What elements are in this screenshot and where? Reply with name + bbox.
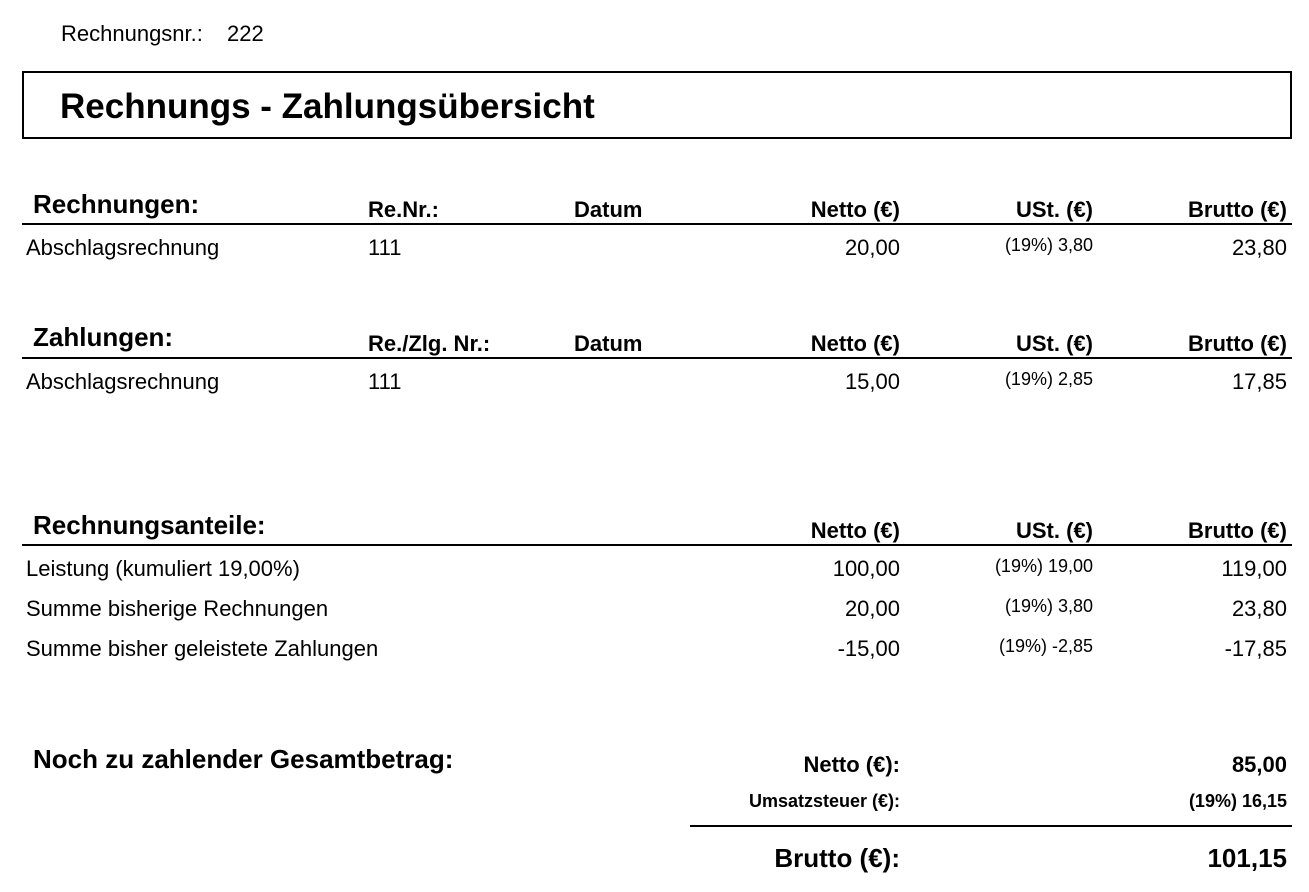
row-netto: 15,00 xyxy=(844,369,900,394)
row-name: Abschlagsrechnung xyxy=(26,235,220,260)
zahlungen-col-brutto: Brutto (€) xyxy=(1188,331,1287,356)
row-netto: 20,00 xyxy=(844,596,900,621)
total-heading: Noch zu zahlender Gesamtbetrag: xyxy=(33,744,454,774)
row-nr: 111 xyxy=(368,369,402,394)
row-ust: (19%) -2,85 xyxy=(998,636,1093,656)
row-brutto: 119,00 xyxy=(1221,556,1287,581)
total-divider xyxy=(690,825,1292,827)
row-name: Summe bisher geleistete Zahlungen xyxy=(26,636,379,661)
row-brutto: 23,80 xyxy=(1231,596,1287,621)
zahlungen-col-netto: Netto (€) xyxy=(810,331,900,356)
total-brutto-value: 101,15 xyxy=(1207,843,1287,873)
row-ust: (19%) 3,80 xyxy=(1004,235,1093,255)
row-name: Abschlagsrechnung xyxy=(26,369,220,394)
anteile-col-brutto: Brutto (€) xyxy=(1188,518,1287,543)
anteile-divider xyxy=(22,544,1292,546)
row-netto: 100,00 xyxy=(832,556,900,581)
row-netto: -15,00 xyxy=(837,636,900,661)
row-name: Summe bisherige Rechnungen xyxy=(26,596,329,621)
page-title: Rechnungs - Zahlungsübersicht xyxy=(60,87,595,126)
zahlungen-heading: Zahlungen: xyxy=(33,322,174,352)
row-brutto: -17,85 xyxy=(1224,636,1287,661)
anteile-col-netto: Netto (€) xyxy=(810,518,900,543)
zahlungen-col-ust: USt. (€) xyxy=(1016,331,1093,356)
total-brutto-label: Brutto (€): xyxy=(774,843,900,873)
rechnungen-col-ust: USt. (€) xyxy=(1016,197,1093,222)
zahlungen-col-datum: Datum xyxy=(574,331,643,356)
rechnungen-col-nr: Re.Nr.: xyxy=(368,197,439,222)
rechnungen-col-netto: Netto (€) xyxy=(810,197,900,222)
total-ust-value: (19%) 16,15 xyxy=(1188,791,1287,811)
total-netto-value: 85,00 xyxy=(1231,752,1287,777)
row-netto: 20,00 xyxy=(844,235,900,260)
row-brutto: 23,80 xyxy=(1231,235,1287,260)
rechnungen-col-datum: Datum xyxy=(574,197,643,222)
zahlungen-divider xyxy=(22,357,1292,359)
row-ust: (19%) 19,00 xyxy=(994,556,1093,576)
row-ust: (19%) 2,85 xyxy=(1004,369,1093,389)
total-netto-label: Netto (€): xyxy=(803,752,900,777)
anteile-heading: Rechnungsanteile: xyxy=(33,510,266,540)
rechnungen-divider xyxy=(22,223,1292,225)
row-ust: (19%) 3,80 xyxy=(1004,596,1093,616)
row-name: Leistung (kumuliert 19,00%) xyxy=(26,556,300,581)
rechnungen-heading: Rechnungen: xyxy=(33,189,200,219)
zahlungen-col-nr: Re./Zlg. Nr.: xyxy=(368,331,491,356)
invoice-number-value: 222 xyxy=(227,21,264,46)
row-nr: 111 xyxy=(368,235,402,260)
rechnungen-col-brutto: Brutto (€) xyxy=(1188,197,1287,222)
total-ust-label: Umsatzsteuer (€): xyxy=(748,791,900,811)
row-brutto: 17,85 xyxy=(1231,369,1287,394)
invoice-number-label: Rechnungsnr.: xyxy=(61,21,203,46)
anteile-col-ust: USt. (€) xyxy=(1016,518,1093,543)
